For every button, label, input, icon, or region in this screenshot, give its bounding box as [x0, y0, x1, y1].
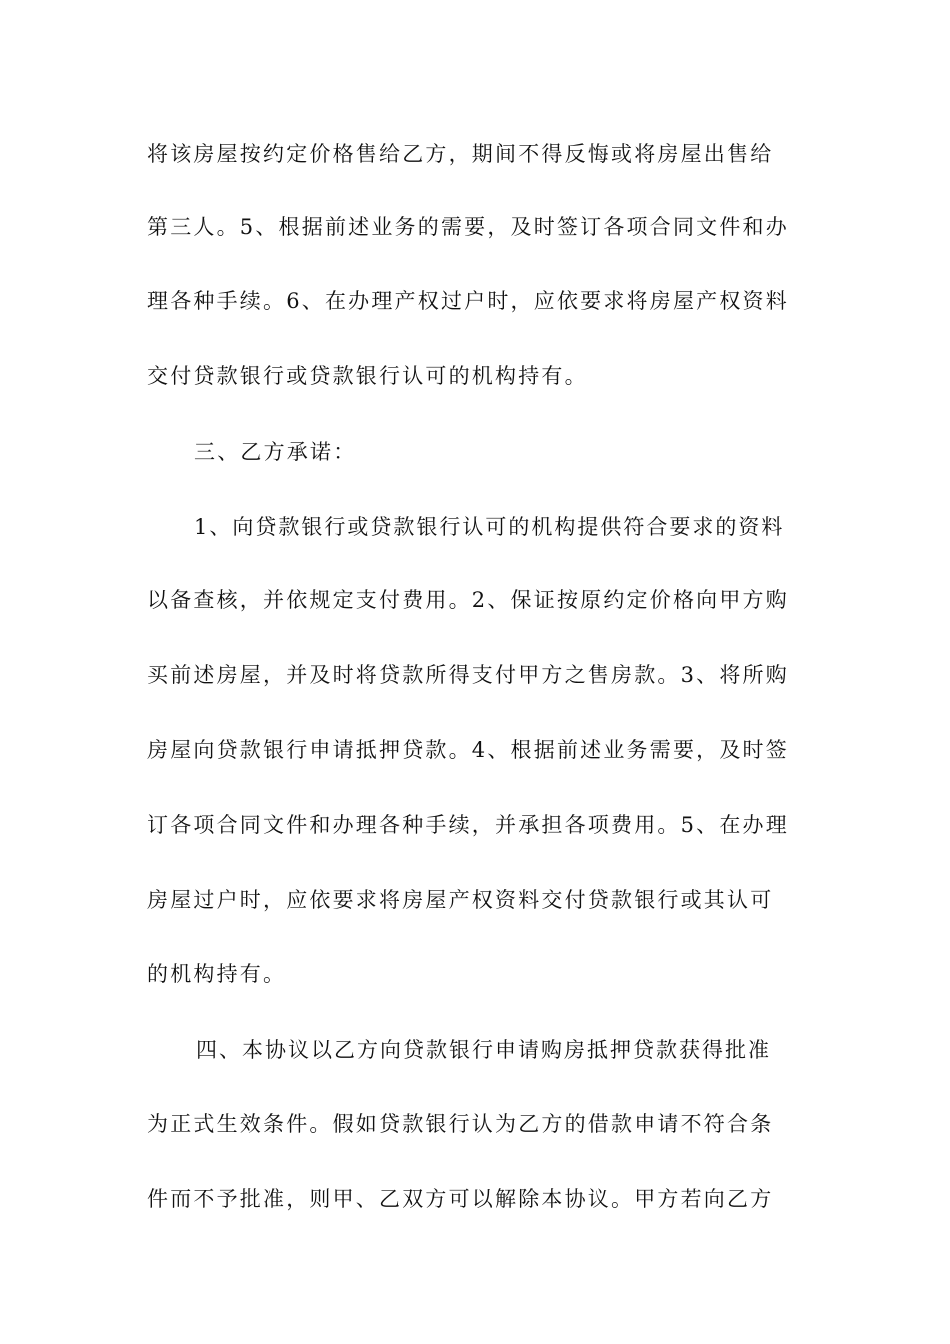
paragraph-line: 四、本协议以乙方向贷款银行申请购房抵押贷款获得批准: [196, 1038, 771, 1062]
paragraph-line: 将该房屋按约定价格售给乙方，期间不得反悔或将房屋出售给: [147, 142, 774, 166]
paragraph-line: 第三人。5、根据前述业务的需要，及时签订各项合同文件和办: [147, 215, 789, 239]
paragraph-line: 为正式生效条件。假如贷款银行认为乙方的借款申请不符合条: [147, 1112, 774, 1136]
paragraph-line: 件而不予批准，则甲、乙双方可以解除本协议。甲方若向乙方: [147, 1187, 774, 1211]
paragraph-line: 1、向贷款银行或贷款银行认可的机构提供符合要求的资料: [194, 515, 785, 539]
paragraph-line: 的机构持有。: [147, 962, 287, 986]
paragraph-line: 买前述房屋，并及时将贷款所得支付甲方之售房款。3、将所购: [147, 663, 789, 687]
paragraph-line: 房屋向贷款银行申请抵押贷款。4、根据前述业务需要，及时签: [147, 738, 789, 762]
section-heading: 三、乙方承诺：: [194, 440, 357, 464]
paragraph-line: 订各项合同文件和办理各种手续，并承担各项费用。5、在办理: [147, 813, 789, 837]
paragraph-line: 房屋过户时，应依要求将房屋产权资料交付贷款银行或其认可: [147, 888, 774, 912]
paragraph-line: 理各种手续。6、在办理产权过户时，应依要求将房屋产权资料: [147, 289, 789, 313]
paragraph-line: 交付贷款银行或贷款银行认可的机构持有。: [147, 364, 588, 388]
paragraph-line: 以备查核，并依规定支付费用。2、保证按原约定价格向甲方购: [147, 588, 789, 612]
